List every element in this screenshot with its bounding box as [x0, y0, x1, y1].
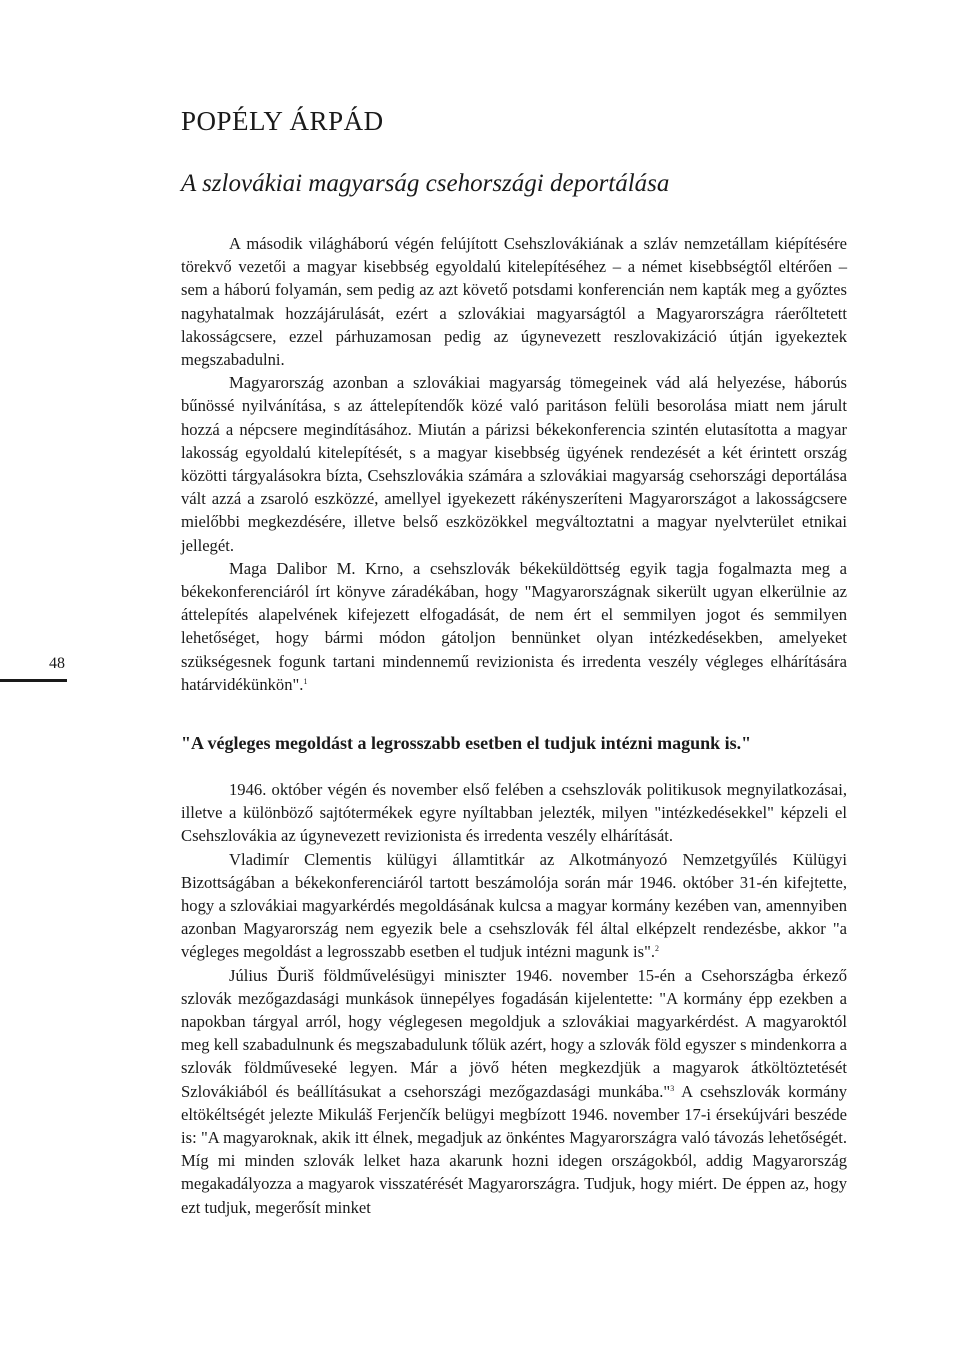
paragraph — [181, 964, 847, 1219]
body-section-2 — [181, 778, 847, 1219]
body-section-1 — [181, 232, 847, 696]
paragraph: A második világháború végén felújított Csehszlovákiának a szláv nemzetállam kiépítésére törekvő vezetői a magyar kisebbség egyoldalú kitelepítéséhez – a német kisebbségtől eltérően – sem a háború folyamán, sem pedig az azt követő potsdami konferencián nem kapták meg a győztes nagyhatalmak hozzájárulását, ezért a szlovákiai magyarságtól a Magyarországra ráerőltetett lakosságcsere, ezzel párhuzamosan pedig az úgynevezett reszlovakizáció útján igyekeztek megszabadulni. — [181, 234, 847, 370]
paragraph: 1946. október végén és november első felében a csehszlovák politikusok megnyilatkozásai, illetve a különböző sajtótermékek egyre nyíltabban jelezték, milyen "intézkedésekkel" képzeli el Csehszlovákia az úgynevezett revizionista és irredenta veszély elhárítását. — [181, 780, 847, 846]
footnote-marker: 1 — [303, 676, 308, 686]
author-name: POPÉLY ÁRPÁD — [181, 106, 384, 136]
footnote-marker: 3 — [670, 1083, 675, 1093]
paragraph — [181, 557, 847, 696]
paragraph-text: A csehszlovák kormány eltökéltségét jelezte Mikuláš Ferjenčík belügyi megbízott 1946. november 17-i érsekújvári beszéde is: "A magyaroknak, akik itt élnek, megadjuk az önkéntes Magyarországra való távozás lehetőségét. Míg mi minden szlovák lelket haza akarunk hozni idegen országokból, addig Magyarország megakadályozza a magyarok visszatérését Magyarországra. Tudjuk, hogy miért. De éppen az, hogy ezt tudjuk, megerősít minket — [181, 1081, 847, 1217]
page-number: 48 — [49, 655, 65, 672]
paragraph: Magyarország azonban a szlovákiai magyarság tömegeinek vád alá helyezése, háborús bűnössé nyilvánítása, s az áttelepítendők közé való paritáson felüli besorolása miatt nem járult hozzá a népcsere megindításához. Miután a párizsi békekonferencia szintén elutasította a magyar lakosság egyoldalú kitelepítését, s a magyar kisebbség ügyének rendezését a két érintett ország közötti tárgyalásokra bízta, Csehszlovákia számára a szlovákiai magyarság csehországi deportálása vált azzá a zsaroló eszközzé, amellyel igyekezett rákényszeríteni Magyarországot a lakosságcsere mielőbbi megkezdésére, illetve belső eszközökkel megváltoztatni a magyar nyelvterület etnikai jellegét. — [181, 373, 847, 555]
paragraph-text: Július Ďuriš földművelésügyi miniszter 1946. november 15-én a Csehországba érkező szlovák mezőgazdasági munkások ünnepélyes fogadásán kijelentette: "A kormány épp ezekben a napokban tárgyal arról, hogy véglegesen megoldjuk a szlovákiai magyarkérdést. A magyaroktól meg kell szabadulnunk és megszabadulunk tőlük azért, hogy a szlovák föld egyszer s mindenkorra a szlovák földműveseké legyen. Már a jövő héten megkezdjük a magyarok átköltöztetését Szlovákiából és beállításukat a csehországi mezőgazdasági munkába." — [181, 965, 847, 1101]
paragraph-text: Vladimír Clementis külügyi államtitkár az Alkotmányozó Nemzetgyűlés Külügyi Bizottságában a békekonferenciáról tartott beszámolója során már 1946. október 31-én kifejtette, hogy a szlovákiai magyarkérdés megoldásának kulcsa a magyar kormány kezében van, amennyiben azonban Magyarország nem egyezik bele a csehszlovák fél által elképzelt rendezésbe, akkor "a végleges megoldást a legrosszabb esetben el tudjuk intézni magunk is". — [181, 849, 847, 962]
footnote-marker: 2 — [655, 944, 660, 954]
section-subheading: "A végleges megoldást a legrosszabb esetben el tudjuk intézni magunk is." — [181, 733, 752, 753]
paragraph — [181, 848, 847, 964]
paragraph-text: Maga Dalibor M. Krno, a csehszlovák békeküldöttség egyik tagja fogalmazta meg a békekonferenciáról írt könyve záradékában, hogy "Magyarországnak sikerült ugyan elkerülnie az áttelepítés alapelvének kifejezett elfogadását, de nem ért el semmilyen jogot és semmilyen lehetőséget, hogy bármi módon gátoljon bennünket olyan intézkedésekben, amelyeket szükségesnek fogunk tartani mindennemű revizionista és irredenta veszély végleges elhárítására határvidékünkön". — [181, 558, 847, 694]
article-title: A szlovákiai magyarság csehországi deportálása — [181, 170, 670, 197]
page-number-rule — [0, 679, 67, 682]
